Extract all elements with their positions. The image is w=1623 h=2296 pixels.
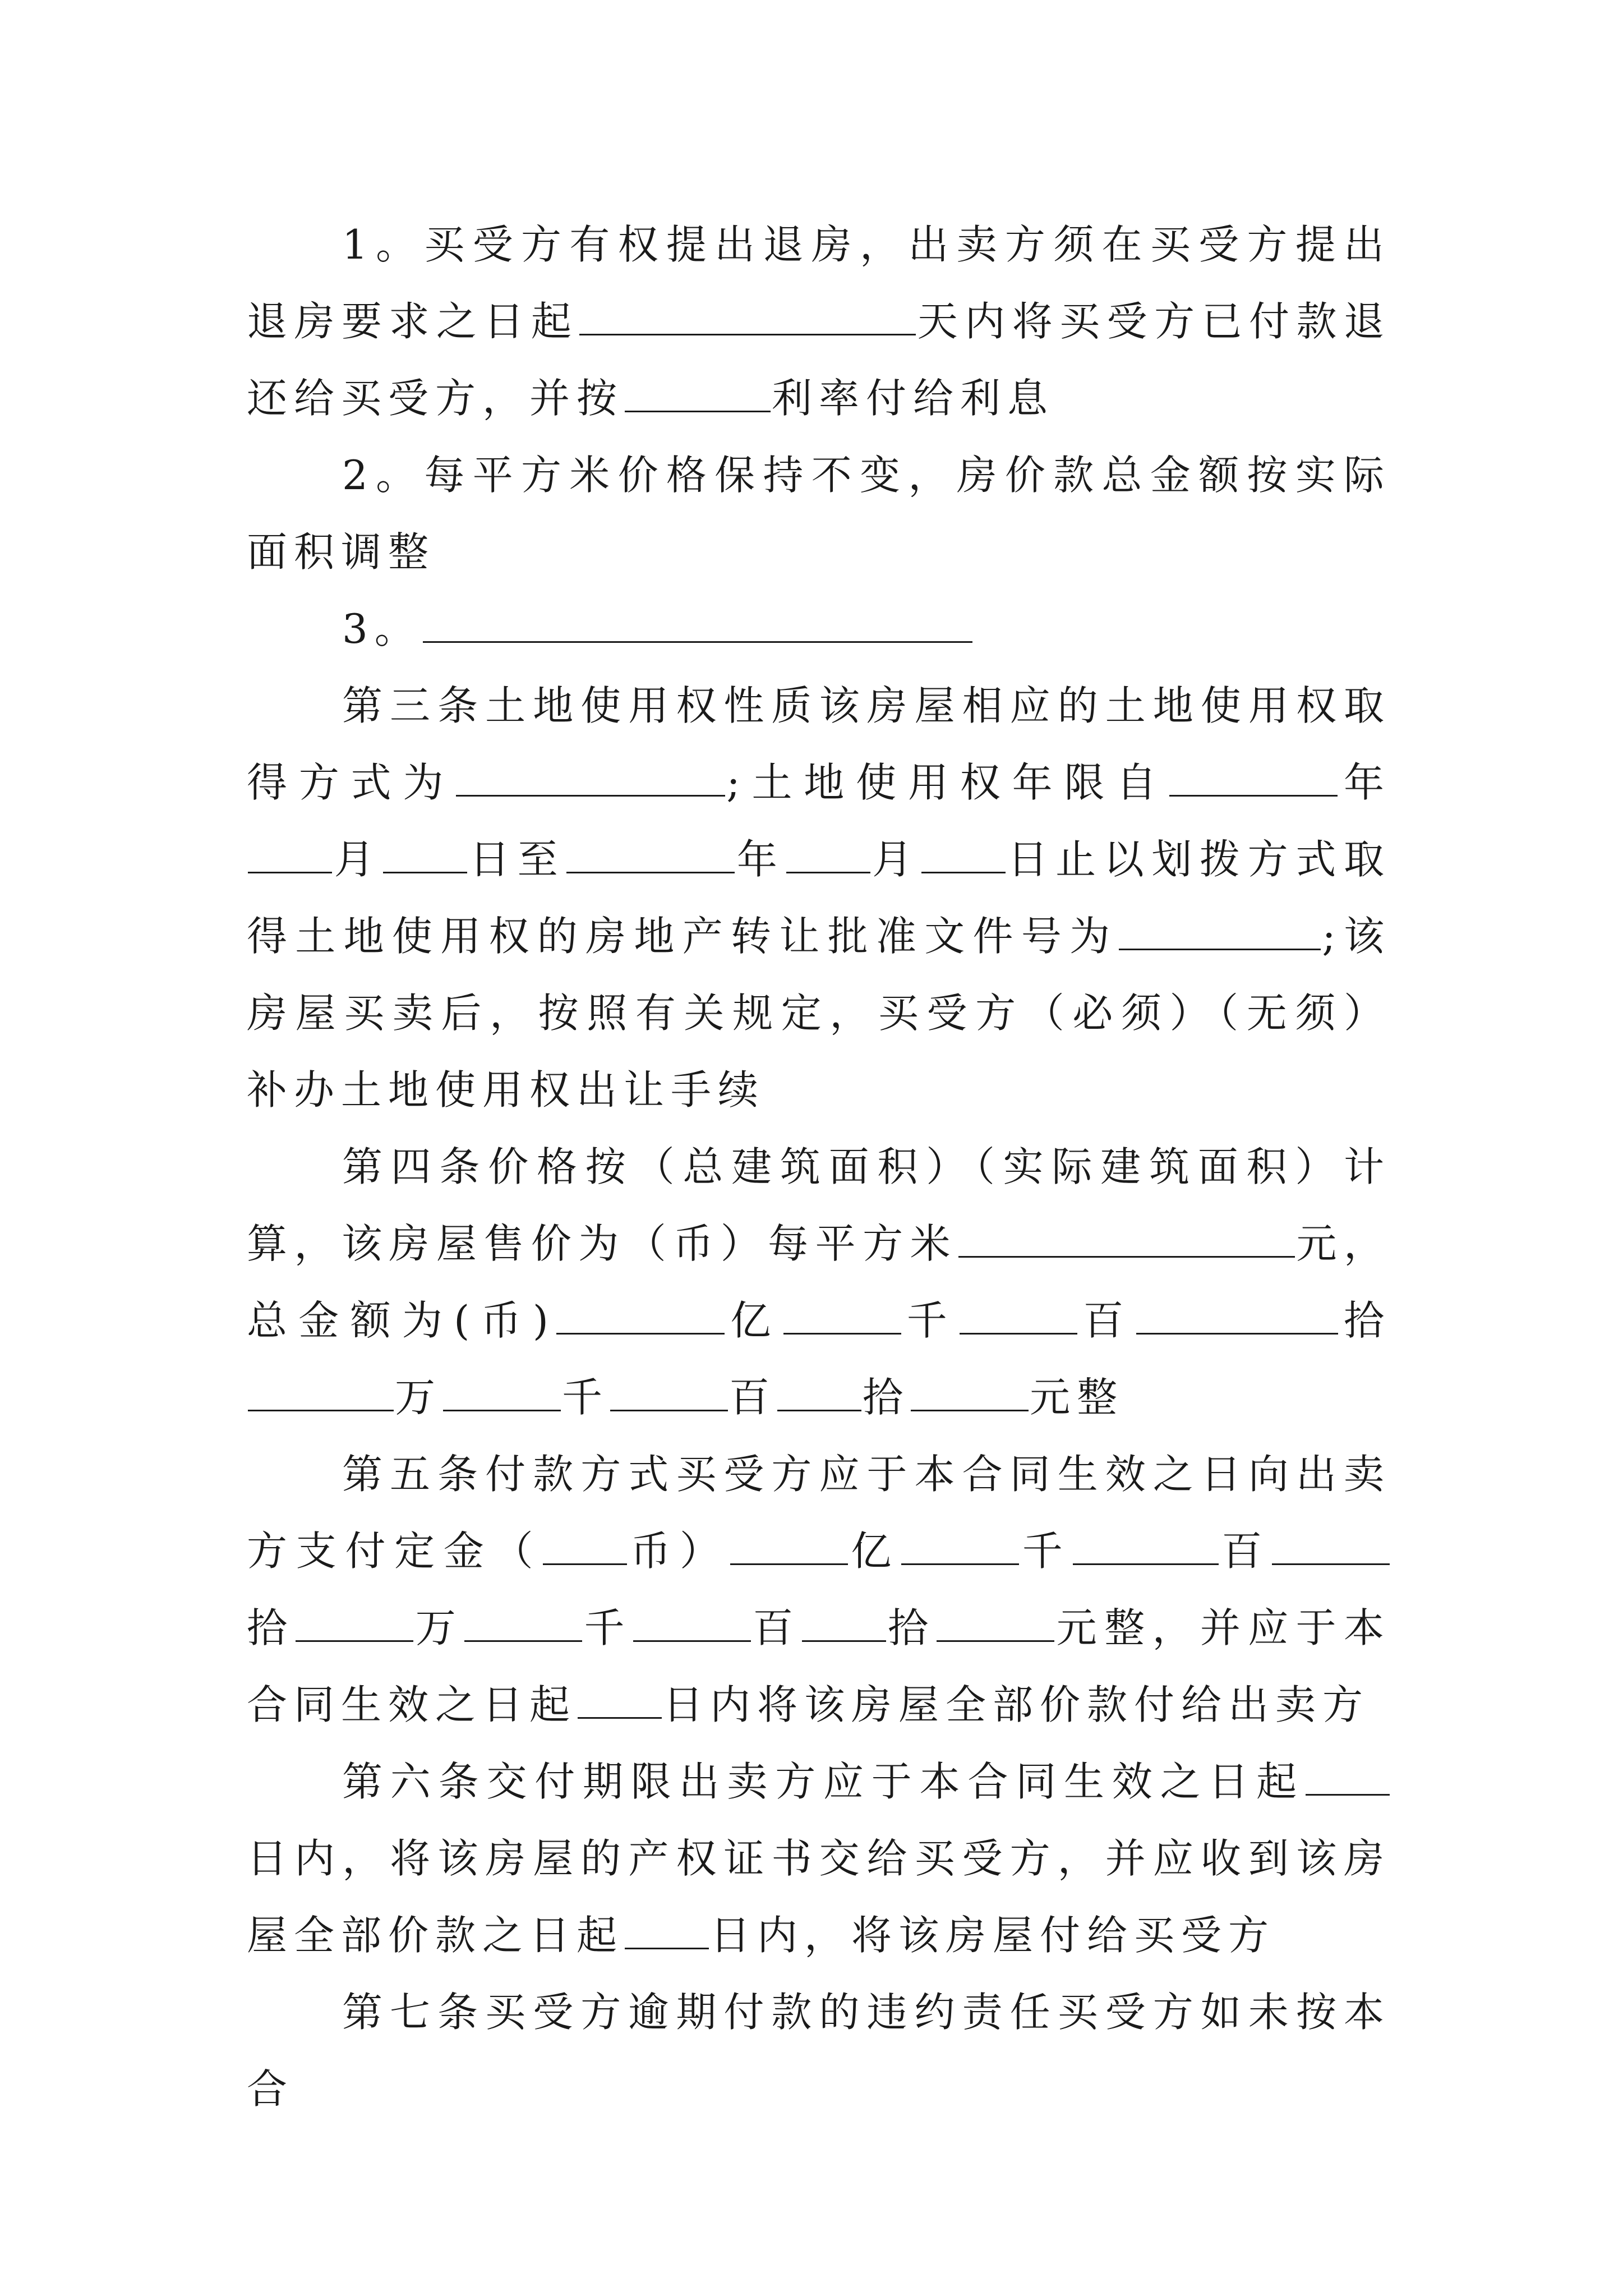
blank-line (802, 1605, 886, 1642)
blank-line (1169, 760, 1338, 797)
blank-line (1272, 1529, 1390, 1565)
blank-line (786, 837, 870, 873)
text-span: 百 (1219, 1527, 1271, 1575)
text-span: 第七条买受方逾期付款的违约责任买受方如未按本合 (247, 1989, 1391, 2113)
text-span: 月 (333, 836, 382, 883)
text-span: 第四条价格按（总建筑面积）（实际建筑面积）计算，该房屋售价为（币）每平方米 (247, 1143, 1391, 1267)
text-span: 第六条交付期限出卖方应于本合同生效之日起 (342, 1758, 1304, 1805)
text-span: 日内将该房屋全部价款付给出卖方 (663, 1681, 1370, 1728)
text-span: 百 (729, 1374, 777, 1421)
text-span: 第三条土地使用权性质该房屋相应的土地使用权取得方式为 (247, 682, 1391, 806)
blank-line (1136, 1298, 1338, 1335)
text-span: 利率付给利息 (772, 375, 1055, 422)
text-span: ;土地使用权年限自 (726, 759, 1169, 806)
blank-line (1306, 1759, 1390, 1796)
blank-line (625, 1913, 709, 1949)
paragraph-refund-option-1 (247, 206, 1391, 437)
text-span: 币） (628, 1527, 729, 1575)
blank-line (937, 1605, 1054, 1642)
blank-line (610, 1375, 728, 1411)
text-span: 万 (395, 1374, 442, 1421)
text-span: 亿 (725, 1297, 782, 1344)
blank-line (730, 1529, 848, 1565)
text-span: 拾 (247, 1604, 295, 1651)
blank-line (296, 1605, 413, 1642)
text-span: 千 (902, 1297, 959, 1344)
blank-line (901, 1529, 1019, 1565)
text-span: 日止以划拨方式取得土地使用权的房地产转让批准文件号为 (247, 836, 1391, 960)
blank-line (423, 606, 972, 643)
text-span: 日至 (468, 836, 566, 883)
paragraph-article-3 (247, 668, 1391, 1129)
text-span: 年 (736, 836, 785, 883)
blank-line (958, 1221, 1295, 1258)
blank-line (248, 837, 332, 873)
text-span: 百 (751, 1604, 801, 1651)
blank-line (578, 1682, 662, 1719)
text-span: 天内将买受方已付款退还给买受方，并按 (247, 298, 1391, 422)
blank-line (783, 1298, 901, 1335)
blank-line (579, 299, 916, 335)
paragraph-article-4 (247, 1129, 1391, 1436)
text-span: 第五条付款方式买受方应于本合同生效之日向出卖方支付定金（ (247, 1451, 1391, 1575)
blank-line (248, 1375, 394, 1411)
blank-line (1119, 914, 1321, 950)
blank-line (566, 837, 735, 873)
text-span: 年 (1339, 759, 1391, 806)
blank-line (911, 1375, 1029, 1411)
text-span: 千 (583, 1604, 632, 1651)
blank-line (625, 376, 771, 412)
text-span: 千 (562, 1374, 610, 1421)
blank-line (960, 1298, 1077, 1335)
paragraph-article-6 (247, 1743, 1391, 1974)
text-span: 拾 (863, 1374, 910, 1421)
blank-line (543, 1529, 627, 1565)
text-span: 拾 (1339, 1297, 1391, 1344)
text-span: 元整 (1030, 1374, 1124, 1421)
blank-line (921, 837, 1006, 873)
blank-line (1073, 1529, 1219, 1565)
text-span: 亿 (849, 1527, 901, 1575)
text-span: 百 (1078, 1297, 1135, 1344)
text-span: 日内，将该房屋付给买受方 (710, 1912, 1276, 1959)
contract-body (247, 206, 1391, 2128)
paragraph-article-5 (247, 1436, 1391, 1743)
paragraph-refund-option-2 (247, 437, 1391, 591)
text-span: 1。买受方有权提出退房，出卖方须在买受方提出退房要求之日起 (247, 221, 1391, 345)
text-span: 3。 (342, 605, 422, 652)
blank-line (633, 1605, 751, 1642)
paragraph-article-7 (247, 1974, 1391, 2128)
text-span: 万 (414, 1604, 464, 1651)
blank-line (456, 760, 725, 797)
blank-line (464, 1605, 582, 1642)
text-span: ;该房屋买卖后，按照有关规定，买受方（必须）（无须）补办土地使用权出让手续 (247, 913, 1391, 1114)
text-span: 千 (1020, 1527, 1072, 1575)
paragraph-refund-option-3 (247, 591, 1391, 668)
blank-line (777, 1375, 861, 1411)
text-span: 月 (871, 836, 920, 883)
text-span: 日内，将该房屋的产权证书交给买受方，并应收到该房屋全部价款之日起 (247, 1835, 1391, 1959)
text-span: 元，总金额为(币) (247, 1220, 1391, 1344)
text-span: 元整，并应于本合同生效之日起 (247, 1604, 1391, 1728)
blank-line (443, 1375, 561, 1411)
text-span: 拾 (887, 1604, 936, 1651)
blank-line (556, 1298, 725, 1335)
text-span: 2。每平方米价格保持不变，房价款总金额按实际面积调整 (247, 452, 1391, 576)
blank-line (383, 837, 467, 873)
